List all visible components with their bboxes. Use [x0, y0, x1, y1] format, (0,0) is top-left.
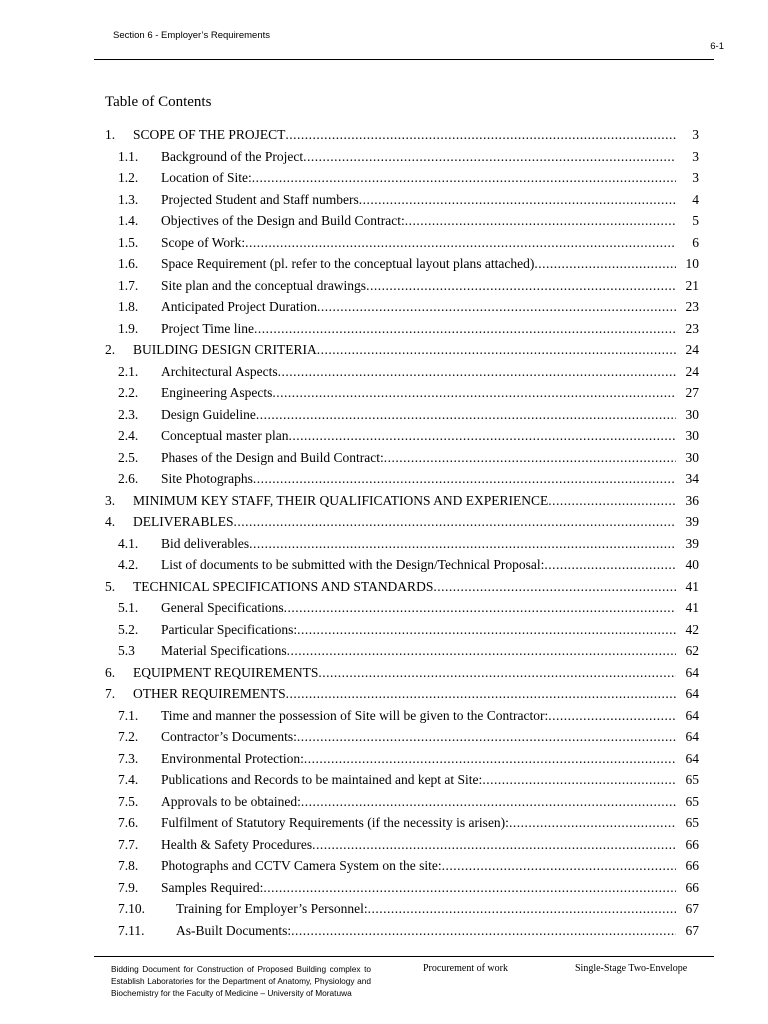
toc-entry-number: 1.6. — [118, 256, 139, 271]
toc-entry-number: 7.6. — [118, 815, 139, 830]
footer-divider — [94, 956, 714, 957]
toc-entry-text: Particular Specifications: — [161, 621, 298, 637]
toc-entry-leader — [161, 855, 676, 877]
toc-entry-page: 24 — [685, 342, 699, 357]
toc-entry-leader — [133, 576, 676, 598]
toc-entry-number: 2.6. — [118, 471, 139, 486]
toc-entry-leader — [161, 533, 676, 555]
toc-entry-leader — [161, 769, 676, 791]
toc-entry-number: 1.8. — [118, 299, 139, 314]
toc-entry-page: 4 — [692, 191, 699, 207]
header-divider — [94, 59, 714, 60]
toc-entry-leader — [161, 597, 676, 619]
toc-entry-text: DELIVERABLES — [133, 514, 234, 529]
toc-entry-page: 66 — [685, 836, 699, 852]
toc-entry-page: 67 — [685, 901, 699, 916]
toc-entry-dot-leader — [284, 597, 676, 619]
toc-entry-text: Site plan and the conceptual drawings — [161, 277, 367, 293]
toc-entry-text: Space Requirement (pl. refer to the conceptual layout plans attached) — [161, 256, 535, 271]
toc-entry-dot-leader — [287, 640, 676, 662]
toc-entry-page: 30 — [685, 428, 699, 443]
toc-entry-number: 5.3 — [118, 643, 135, 658]
toc-entry-dot-leader — [245, 232, 676, 254]
toc-entry-dot-leader — [303, 146, 676, 168]
toc-entry-leader — [161, 404, 676, 426]
toc-entry[interactable] — [0, 490, 768, 512]
toc-entry-text: MINIMUM KEY STAFF, THEIR QUALIFICATIONS AND EXPERIENCE — [133, 492, 549, 508]
toc-entry-dot-leader — [317, 296, 676, 318]
toc-entry-dot-leader — [433, 576, 676, 598]
toc-entry-text: Anticipated Project Duration — [161, 299, 317, 314]
toc-entry-page: 42 — [685, 621, 699, 637]
toc-entry-text: Time and manner the possession of Site will be given to the Contractor: — [161, 707, 549, 723]
toc-entry-leader — [161, 812, 676, 834]
toc-entry-number: 7.8. — [118, 858, 139, 873]
toc-entry[interactable] — [0, 834, 768, 856]
toc-entry-number: 1.4. — [118, 213, 139, 228]
toc-entry-leader — [133, 662, 676, 684]
toc-entry-number: 1.5. — [118, 234, 139, 250]
toc-entry-leader — [161, 619, 676, 641]
toc-entry-dot-leader — [509, 812, 676, 834]
toc-entry-page: 41 — [685, 578, 699, 594]
toc-entry-dot-leader — [482, 769, 676, 791]
toc-entry-text: Conceptual master plan — [161, 428, 289, 443]
toc-entry-text: Photographs and CCTV Camera System on the site: — [161, 858, 442, 873]
toc-entry-leader — [161, 877, 676, 899]
toc-entry-page: 64 — [685, 686, 699, 701]
toc-entry-text: Publications and Records to be maintained and kept at Site: — [161, 772, 483, 787]
toc-entry-number: 7.10. — [118, 901, 145, 916]
toc-entry-number: 1.7. — [118, 277, 139, 293]
toc-entry-leader — [161, 296, 676, 318]
toc-entry-number: 4. — [105, 514, 116, 529]
toc-entry-page: 65 — [685, 793, 699, 809]
toc-entry-leader — [161, 382, 676, 404]
toc-entry-dot-leader — [534, 253, 676, 275]
toc-entry-page: 64 — [685, 664, 699, 680]
toc-entry-page: 39 — [685, 535, 699, 551]
toc-entry-dot-leader — [272, 382, 676, 404]
toc-entry-text: Training for Employer’s Personnel: — [176, 901, 368, 916]
toc-entry[interactable] — [0, 683, 768, 705]
toc-entry-page: 24 — [685, 363, 699, 379]
toc-entry-text: Phases of the Design and Build Contract: — [161, 449, 384, 465]
toc-entry-page: 64 — [685, 729, 699, 744]
toc-entry-leader — [161, 791, 676, 813]
toc-entry-text: List of documents to be submitted with the Design/Technical Proposal: — [161, 557, 545, 572]
toc-entry-dot-leader — [256, 404, 676, 426]
toc-entry-text: SCOPE OF THE PROJECT — [133, 127, 286, 142]
toc-entry-dot-leader — [288, 425, 676, 447]
toc-entry-number: 1. — [105, 127, 116, 142]
toc-entry-leader — [133, 511, 676, 533]
toc-entry-dot-leader — [253, 468, 676, 490]
toc-entry-leader — [161, 468, 676, 490]
toc-entry-text: Location of Site: — [161, 170, 252, 185]
toc-entry-dot-leader — [317, 339, 676, 361]
toc-entry[interactable] — [0, 640, 768, 662]
toc-entry-page: 39 — [685, 514, 699, 529]
toc-entry-number: 7.4. — [118, 772, 139, 787]
toc-entry-number: 4.1. — [118, 535, 139, 551]
toc-entry-page: 66 — [685, 858, 699, 873]
toc-entry[interactable] — [0, 877, 768, 899]
toc-entry[interactable] — [0, 920, 768, 942]
toc-entry-leader — [161, 232, 676, 254]
footer-procurement-type: Procurement of work — [423, 963, 508, 974]
toc-entry[interactable] — [0, 533, 768, 555]
toc-entry-leader — [176, 898, 676, 920]
toc-entry-text: Approvals to be obtained: — [161, 793, 301, 809]
toc-entry-leader — [161, 447, 676, 469]
toc-entry-page: 3 — [692, 148, 699, 164]
toc-entry-number: 5. — [105, 578, 116, 594]
toc-entry-dot-leader — [252, 167, 676, 189]
toc-entry-leader — [161, 146, 676, 168]
toc-entry-page: 5 — [692, 213, 699, 228]
toc-entry-dot-leader — [548, 490, 676, 512]
toc-entry-page: 34 — [685, 471, 699, 486]
toc-entry-dot-leader — [263, 877, 676, 899]
toc-entry-page: 3 — [692, 170, 699, 185]
toc-entry-page: 30 — [685, 449, 699, 465]
toc-entry-leader — [161, 726, 676, 748]
toc-entry-dot-leader — [297, 726, 676, 748]
toc-entry-leader — [161, 210, 676, 232]
toc-entry-leader — [161, 425, 676, 447]
toc-entry-dot-leader — [254, 318, 676, 340]
toc-entry-dot-leader — [366, 275, 676, 297]
toc-entry-dot-leader — [384, 447, 676, 469]
toc-entry-leader — [161, 834, 676, 856]
toc-entry-page: 64 — [685, 707, 699, 723]
toc-entry-dot-leader — [544, 554, 676, 576]
toc-entry-number: 5.2. — [118, 621, 139, 637]
toc-entry[interactable] — [0, 576, 768, 598]
toc-entry-number: 2.2. — [118, 385, 139, 400]
section-title: Section 6 - Employer’s Requirements — [113, 30, 270, 41]
toc-entry-text: Site Photographs — [161, 471, 253, 486]
toc-entry-text: Scope of Work: — [161, 234, 246, 250]
toc-entry-dot-leader — [548, 705, 676, 727]
toc-entry-page: 10 — [685, 256, 699, 271]
toc-entry-dot-leader — [304, 748, 676, 770]
toc-entry-text: General Specifications — [161, 600, 284, 615]
toc-entry-page: 41 — [685, 600, 699, 615]
toc-entry-number: 2.4. — [118, 428, 139, 443]
toc-entry-text: Background of the Project — [161, 148, 304, 164]
toc-entry-page: 64 — [685, 750, 699, 766]
toc-entry-dot-leader — [249, 533, 676, 555]
toc-entry-leader — [161, 361, 676, 383]
toc-entry-text: Engineering Aspects — [161, 385, 273, 400]
toc-entry-number: 1.3. — [118, 191, 139, 207]
toc-entry-page: 65 — [685, 815, 699, 830]
toc-entry[interactable] — [0, 275, 768, 297]
toc-entry[interactable] — [0, 855, 768, 877]
toc-entry-number: 7.9. — [118, 879, 139, 895]
toc-entry-page: 21 — [685, 277, 699, 293]
toc-entry-number: 2.5. — [118, 449, 139, 465]
toc-entry[interactable] — [0, 812, 768, 834]
toc-entry-number: 1.9. — [118, 320, 139, 336]
toc-entry[interactable] — [0, 382, 768, 404]
toc-entry-text: Contractor’s Documents: — [161, 729, 297, 744]
toc-entry-dot-leader — [286, 683, 676, 705]
toc-entry-dot-leader — [297, 619, 676, 641]
toc-entry-page: 23 — [685, 299, 699, 314]
toc-entry-text: OTHER REQUIREMENTS — [133, 686, 286, 701]
toc-entry[interactable] — [0, 210, 768, 232]
page-number: 6-1 — [710, 41, 724, 52]
toc-entry-leader — [161, 167, 676, 189]
toc-entry[interactable] — [0, 339, 768, 361]
toc-list — [0, 124, 768, 941]
toc-entry-text: Projected Student and Staff numbers — [161, 191, 359, 207]
toc-entry-text: Design Guideline — [161, 406, 256, 422]
toc-entry-text: Project Time line — [161, 320, 255, 336]
toc-entry[interactable] — [0, 425, 768, 447]
toc-entry[interactable] — [0, 597, 768, 619]
toc-entry-text: TECHNICAL SPECIFICATIONS AND STANDARDS — [133, 578, 434, 594]
toc-entry-dot-leader — [285, 124, 676, 146]
toc-entry-dot-leader — [278, 361, 676, 383]
toc-entry-text: Fulfilment of Statutory Requirements (if the necessity is arisen): — [161, 815, 509, 830]
toc-entry[interactable] — [0, 361, 768, 383]
toc-entry-text: Samples Required: — [161, 879, 264, 895]
toc-entry-dot-leader — [291, 920, 676, 942]
toc-entry-number: 7.3. — [118, 750, 139, 766]
toc-entry-page: 30 — [685, 406, 699, 422]
toc-entry-dot-leader — [442, 855, 676, 877]
toc-entry-number: 4.2. — [118, 557, 139, 572]
toc-entry[interactable] — [0, 404, 768, 426]
toc-entry[interactable] — [0, 296, 768, 318]
toc-entry[interactable] — [0, 447, 768, 469]
toc-entry-number: 7.1. — [118, 707, 139, 723]
toc-entry-text: BUILDING DESIGN CRITERIA — [133, 342, 317, 357]
toc-entry[interactable] — [0, 253, 768, 275]
toc-entry-text: EQUIPMENT REQUIREMENTS — [133, 664, 319, 680]
toc-entry-number: 7.11. — [118, 922, 145, 938]
toc-entry[interactable] — [0, 511, 768, 533]
toc-entry-leader — [161, 554, 676, 576]
toc-entry-dot-leader — [359, 189, 676, 211]
toc-entry-number: 2. — [105, 342, 116, 357]
toc-entry-dot-leader — [318, 662, 676, 684]
toc-entry-text: Material Specifications — [161, 643, 287, 658]
toc-entry-number: 7.7. — [118, 836, 139, 852]
toc-entry-page: 3 — [692, 127, 699, 142]
toc-entry-page: 23 — [685, 320, 699, 336]
toc-entry-page: 67 — [685, 922, 699, 938]
toc-entry-leader — [161, 189, 676, 211]
toc-entry-dot-leader — [301, 791, 676, 813]
toc-entry[interactable] — [0, 189, 768, 211]
toc-entry-number: 6. — [105, 664, 116, 680]
toc-entry-text: Health & Safety Procedures — [161, 836, 313, 852]
toc-entry-leader — [133, 490, 676, 512]
toc-entry-dot-leader — [368, 898, 676, 920]
toc-entry[interactable] — [0, 468, 768, 490]
toc-entry-text: Environmental Protection: — [161, 750, 304, 766]
toc-entry-text: Objectives of the Design and Build Contract: — [161, 213, 405, 228]
toc-entry[interactable] — [0, 232, 768, 254]
toc-entry-text: As-Built Documents: — [176, 922, 292, 938]
toc-entry-page: 62 — [685, 643, 699, 658]
toc-entry[interactable] — [0, 124, 768, 146]
toc-entry[interactable] — [0, 898, 768, 920]
toc-entry-leader — [161, 318, 676, 340]
toc-entry[interactable] — [0, 146, 768, 168]
toc-entry-leader — [176, 920, 676, 942]
toc-entry[interactable] — [0, 791, 768, 813]
toc-entry-number: 2.1. — [118, 363, 139, 379]
toc-entry[interactable] — [0, 726, 768, 748]
toc-entry-number: 2.3. — [118, 406, 139, 422]
toc-entry-dot-leader — [312, 834, 676, 856]
toc-entry[interactable] — [0, 167, 768, 189]
toc-entry-page: 6 — [692, 234, 699, 250]
toc-title: Table of Contents — [105, 94, 212, 110]
toc-entry-leader — [161, 705, 676, 727]
toc-entry-text: Architectural Aspects — [161, 363, 278, 379]
toc-entry-page: 27 — [685, 385, 699, 400]
toc-entry-number: 7.2. — [118, 729, 139, 744]
toc-entry[interactable] — [0, 769, 768, 791]
toc-entry-number: 1.2. — [118, 170, 139, 185]
toc-entry[interactable] — [0, 705, 768, 727]
footer-envelope-type: Single-Stage Two-Envelope — [575, 963, 688, 974]
footer-document-title: Bidding Document for Construction of Proposed Building complex to Establish Laboratories for the Department of Anatomy, Physiology and Biochemistry for the Faculty of Medicine – University of Moratuwa — [111, 964, 371, 998]
toc-entry-number: 3. — [105, 492, 116, 508]
toc-entry-leader — [161, 748, 676, 770]
toc-entry[interactable] — [0, 554, 768, 576]
toc-entry-dot-leader — [405, 210, 676, 232]
toc-entry-number: 5.1. — [118, 600, 139, 615]
toc-entry-page: 66 — [685, 879, 699, 895]
toc-entry-leader — [161, 275, 676, 297]
toc-entry-number: 1.1. — [118, 148, 139, 164]
toc-entry-leader — [133, 683, 676, 705]
toc-entry-page: 40 — [685, 557, 699, 572]
toc-entry-leader — [133, 339, 676, 361]
toc-entry-text: Bid deliverables — [161, 535, 250, 551]
toc-entry-page: 36 — [685, 492, 699, 508]
toc-entry-leader — [133, 124, 676, 146]
toc-entry[interactable] — [0, 318, 768, 340]
toc-entry[interactable] — [0, 748, 768, 770]
toc-entry-dot-leader — [234, 511, 677, 533]
toc-entry-page: 65 — [685, 772, 699, 787]
toc-entry-number: 7.5. — [118, 793, 139, 809]
toc-entry-leader — [161, 640, 676, 662]
toc-entry-number: 7. — [105, 686, 116, 701]
toc-entry-leader — [161, 253, 676, 275]
toc-entry[interactable] — [0, 619, 768, 641]
toc-entry[interactable] — [0, 662, 768, 684]
